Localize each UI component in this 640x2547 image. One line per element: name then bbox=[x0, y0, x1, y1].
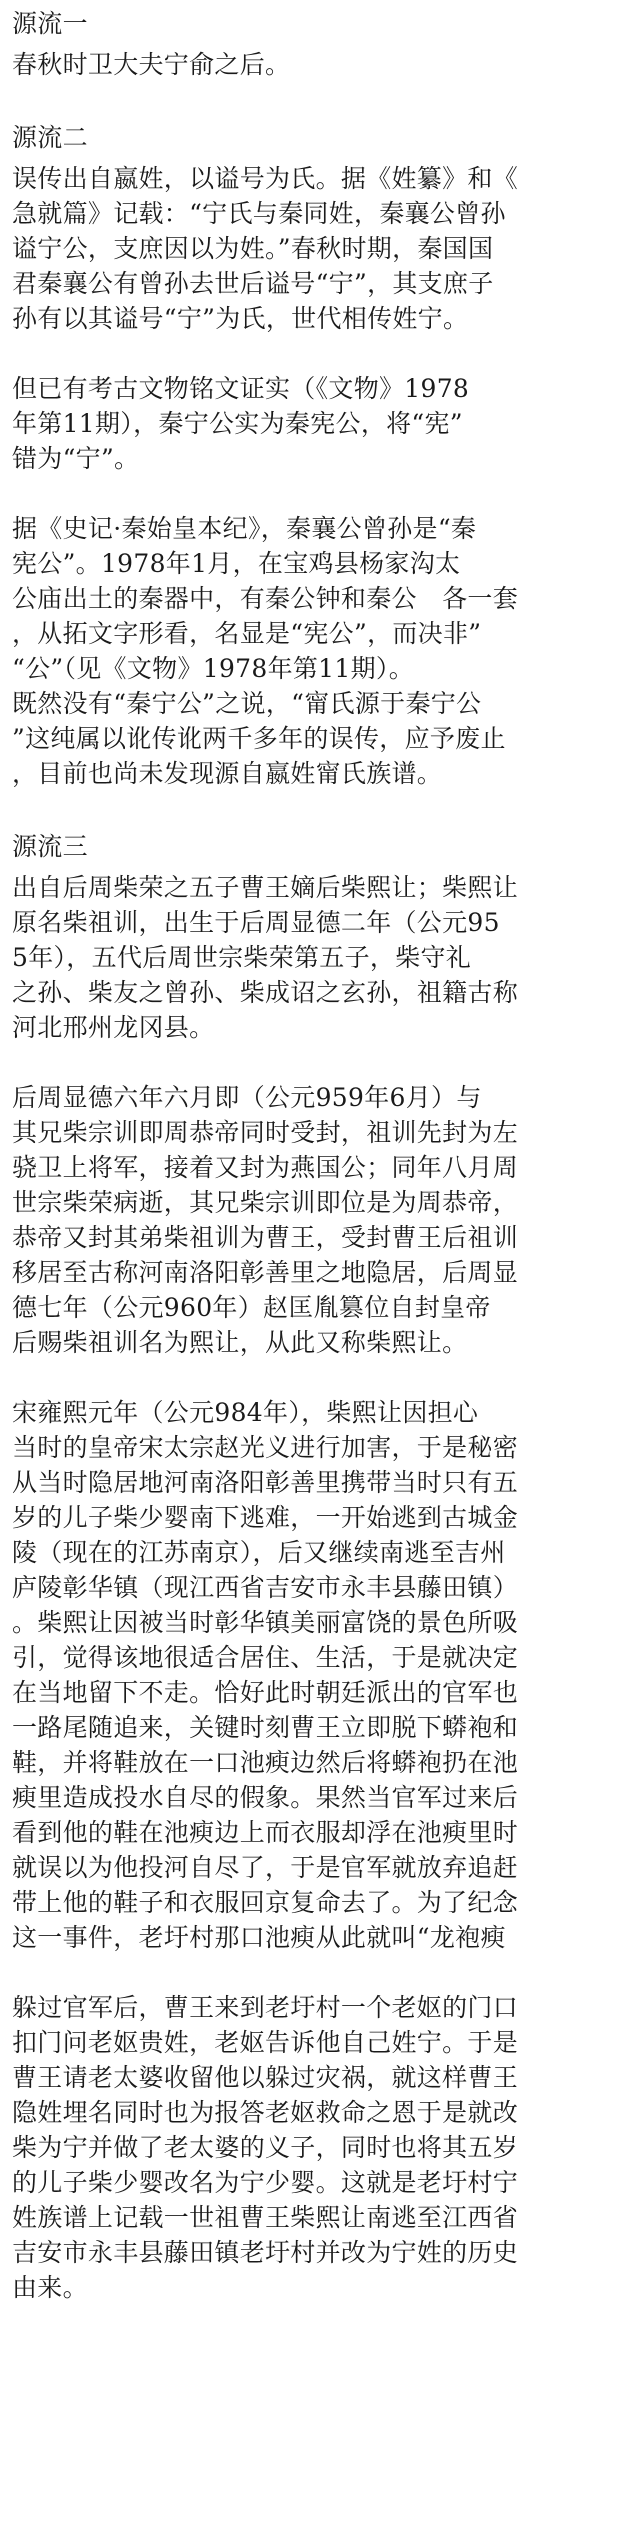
paragraph: 据《史记·秦始皇本纪》，秦襄公曾孙是“秦 宪公”。1978年1月，在宝鸡县杨家沟太 公庙出土的秦器中，有秦公钟和秦公 各一套 ，从拓文字形看，名显是“宪公”，而决非” “公”（见《文物》1978年第11期）。 既然没有“秦宁公”之说，“甯氏源于秦宁公 ”这纯属以讹传讹两千多年的误传，应予废止 ，目前也尚未发现源自嬴姓甯氏族谱。 bbox=[12, 514, 519, 788]
section-title: 源流二 bbox=[12, 123, 88, 152]
paragraph: 后周显德六年六月即（公元959年6月）与 其兄柴宗训即周恭帝同时受封，祖训先封为左 骁卫上将军，接着又封为燕国公；同年八月周 世宗柴荣病逝，其兄柴宗训即位是为周恭帝， 恭帝又封其弟柴祖训为曹王，受封曹王后祖训 移居至古称河南洛阳彰善里之地隐居，后周显 德七年（公元960年）赵匡胤篡位自封皇帝 后赐柴祖训名为熙让，从此又称柴熙让。 bbox=[12, 1083, 519, 1357]
section-origin-1 bbox=[12, 6, 632, 82]
paragraph: 但已有考古文物铭文证实（《文物》1978 年第11期），秦宁公实为秦宪公，将“宪” 错为“宁”。 bbox=[12, 374, 470, 473]
paragraph: 误传出自嬴姓，以谥号为氏。据《姓纂》和《 急就篇》记载：“宁氏与秦同姓，秦襄公曾孙 谥宁公，支庶因以为姓。”春秋时期，秦国国 君秦襄公有曾孙去世后谥号“宁”，其支庶子 孙有以其谥号“宁”为氏，世代相传姓宁。 bbox=[12, 164, 519, 333]
section-title: 源流三 bbox=[12, 832, 88, 861]
section-origin-2 bbox=[12, 120, 632, 791]
section-title: 源流一 bbox=[12, 9, 88, 38]
section-origin-3 bbox=[12, 829, 632, 2305]
paragraph: 躲过官军后，曹王来到老圩村一个老妪的门口 扣门问老妪贵姓，老妪告诉他自己姓宁。于是 曹王请老太婆收留他以躲过灾祸，就这样曹王 隐姓埋名同时也为报答老妪救命之恩于是就改 柴为宁并做了老太婆的义子，同时也将其五岁 的儿子柴少婴改名为宁少婴。这就是老圩村宁 姓族谱上记载一世祖曹王柴熙让南逃至江西省 吉安市永丰县藤田镇老圩村并改为宁姓的历史 由来。 bbox=[12, 1993, 519, 2302]
paragraph: 出自后周柴荣之五子曹王嫡后柴熙让；柴熙让 原名柴祖训，出生于后周显德二年（公元95 5年），五代后周世宗柴荣第五子，柴守礼 之孙、柴友之曾孙、柴成诏之玄孙，祖籍古称 河北邢州龙冈县。 bbox=[12, 873, 519, 1042]
paragraph: 春秋时卫大夫宁俞之后。 bbox=[12, 50, 291, 79]
paragraph: 宋雍熙元年（公元984年），柴熙让因担心 当时的皇帝宋太宗赵光义进行加害，于是秘密 从当时隐居地河南洛阳彰善里携带当时只有五 岁的儿子柴少婴南下逃难，一开始逃到古城金 陵（现在的江苏南京），后又继续南逃至吉州 庐陵彰华镇（现江西省吉安市永丰县藤田镇） 。柴熙让因被当时彰华镇美丽富饶的景色所吸 引，觉得该地很适合居住、生活，于是就决定 在当地留下不走。恰好此时朝廷派出的官军也 一路尾随追来，关键时刻曹王立即脱下蟒袍和 鞋，并将鞋放在一口池瘐边然后将蟒袍扔在池 瘐里造成投水自尽的假象。果然当官军过来后 看到他的鞋在池瘐边上而衣服却浮在池瘐里时 就误以为他投河自尽了，于是官军就放弃追赶 带上他的鞋子和衣服回京复命去了。为了纪念 这一事件，老圩村那口池瘐从此就叫“龙袍瘐 bbox=[12, 1398, 519, 1952]
